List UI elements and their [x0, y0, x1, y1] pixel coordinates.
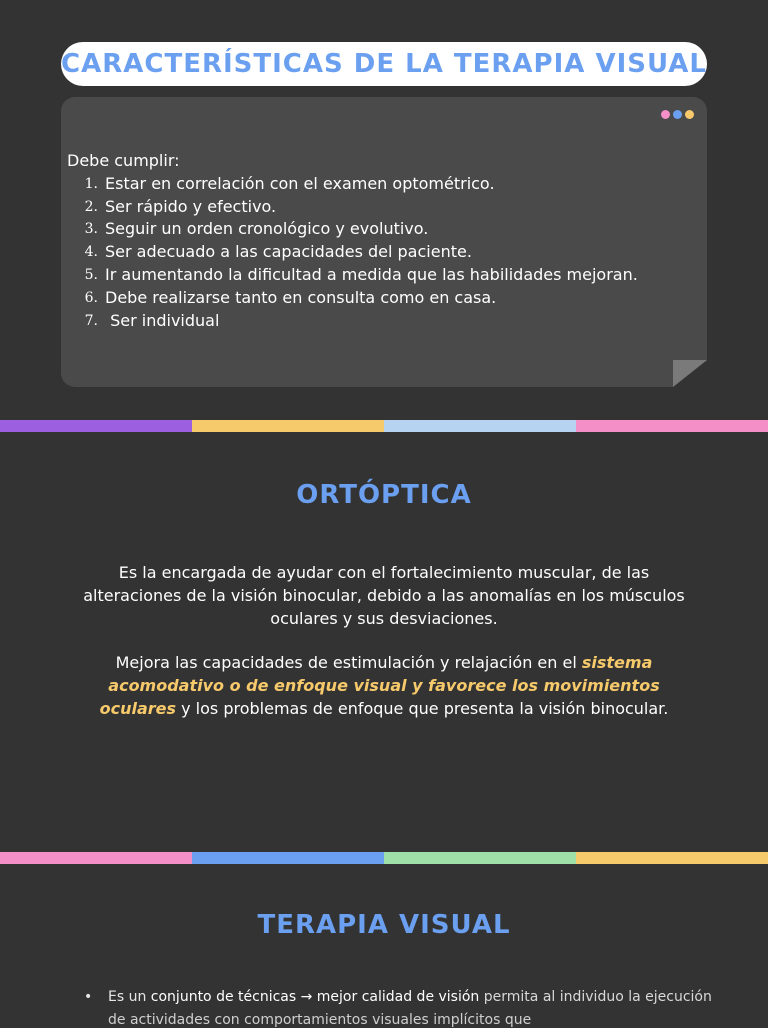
- pink-dot-icon: [661, 110, 670, 119]
- para2-text-before: Mejora las capacidades de estimulación y relajación en el: [115, 653, 582, 672]
- list-item: [67, 241, 697, 264]
- stripe-segment: [0, 420, 192, 432]
- list-item: [67, 196, 697, 219]
- slide-title: CARACTERÍSTICAS DE LA TERAPIA VISUAL: [61, 42, 707, 86]
- bullet-text-part: Es un: [108, 989, 151, 1005]
- list-item: [67, 310, 697, 333]
- list-item: [67, 264, 697, 287]
- stripe-segment: [576, 420, 768, 432]
- stripe-segment: [576, 852, 768, 864]
- card-intro: Debe cumplir:: [67, 151, 180, 170]
- item-number: 2.: [84, 198, 98, 215]
- content-card: [61, 97, 707, 387]
- bullet-text-part: permita al individuo la ejecución: [479, 989, 712, 1005]
- slide-caracteristicas: [0, 0, 768, 419]
- yellow-dot-icon: [685, 110, 694, 119]
- blue-dot-icon: [673, 110, 682, 119]
- color-stripe: [0, 420, 768, 432]
- list-item: [67, 173, 697, 196]
- item-text: Debe realizarse tanto en consulta como en casa.: [105, 287, 497, 307]
- stripe-segment: [192, 852, 384, 864]
- requirements-list: [67, 173, 697, 333]
- section-title-terapia-visual: TERAPIA VISUAL: [257, 910, 511, 940]
- list-item: [67, 287, 697, 310]
- para2-text-after: y los problemas de enfoque que presenta la visión binocular.: [176, 699, 669, 718]
- para2-highlight: sistema acomodativo o de enfoque visual y favorece los movimientos oculares: [99, 653, 660, 718]
- section-title-ortoptica: ORTÓPTICA: [296, 480, 472, 510]
- window-dots: [661, 110, 694, 119]
- bullet-text-continuation: de actividades con comportamientos visuales implícitos que: [108, 1012, 532, 1028]
- item-text: Ser individual: [105, 310, 220, 330]
- item-number: 7.: [84, 312, 98, 329]
- ortoptica-paragraph-2: [70, 651, 698, 720]
- item-number: 4.: [84, 244, 98, 261]
- card-text: [67, 150, 697, 332]
- bullet-text-strong: conjunto de técnicas → mejor calidad de visión: [150, 989, 480, 1005]
- item-text: Ir aumentando la dificultad a medida que las habilidades mejoran.: [105, 264, 638, 284]
- stripe-segment: [192, 420, 384, 432]
- item-number: 6.: [84, 289, 98, 306]
- bullet-text: [108, 986, 712, 1008]
- item-text: Ser rápido y efectivo.: [105, 196, 277, 216]
- stripe-segment: [384, 420, 576, 432]
- item-text: Seguir un orden cronológico y evolutivo.: [105, 219, 429, 239]
- stripe-segment: [384, 852, 576, 864]
- item-number: 3.: [84, 221, 98, 238]
- color-stripe: [0, 852, 768, 864]
- bullet-item: [84, 986, 744, 1008]
- list-item: [67, 218, 697, 241]
- item-text: Estar en correlación con el examen optométrico.: [105, 173, 495, 193]
- bullet-icon: •: [84, 989, 93, 1005]
- item-text: Ser adecuado a las capacidades del paciente.: [105, 242, 472, 262]
- page-fold-icon: [673, 360, 707, 387]
- item-number: 1.: [84, 175, 98, 192]
- stripe-segment: [0, 852, 192, 864]
- item-number: 5.: [84, 266, 98, 283]
- ortoptica-paragraph-1: Es la encargada de ayudar con el fortalecimiento muscular, de las alteraciones de la visión binocular, debido a las anomalías en los músculos oculares y sus desviaciones.: [83, 563, 685, 628]
